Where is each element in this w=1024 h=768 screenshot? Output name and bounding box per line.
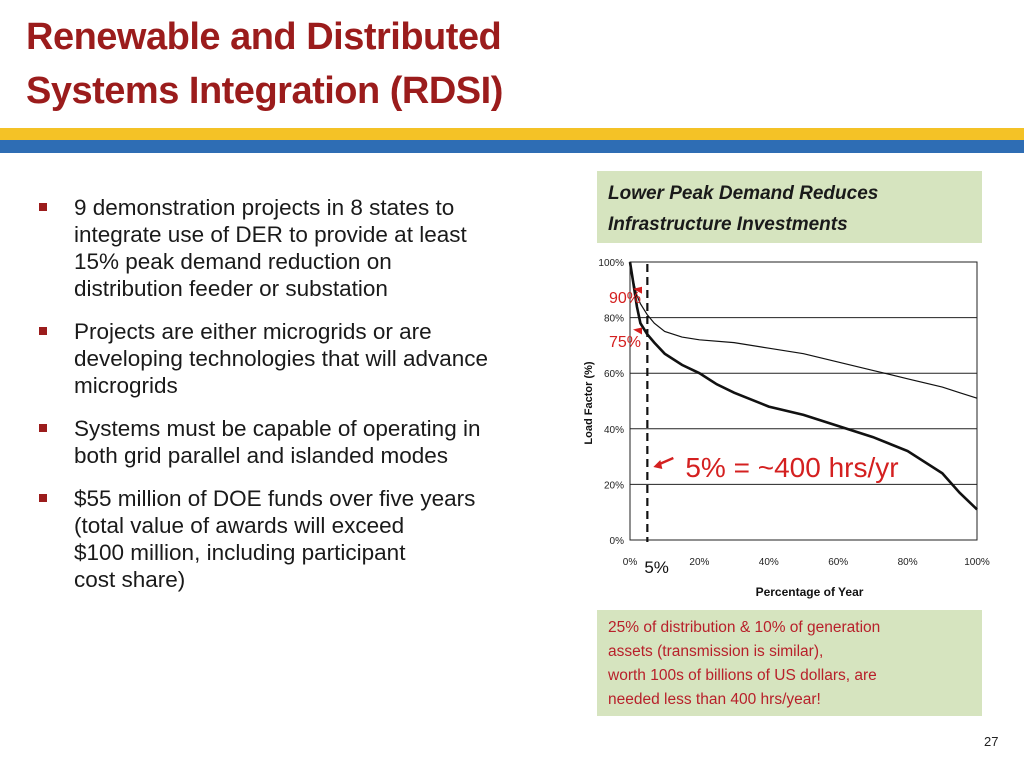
bullet-square-icon (39, 203, 47, 211)
callout-arrowhead-icon (653, 460, 662, 469)
x-axis-label: Percentage of Year (755, 585, 864, 599)
x-tick-label: 100% (964, 557, 990, 568)
load-duration-chart (580, 250, 1000, 610)
callout-top-line: Infrastructure Investments (608, 214, 848, 235)
bullet-list (36, 194, 576, 609)
callout-bottom-line: assets (transmission is similar), (608, 643, 824, 660)
callout-top (597, 171, 982, 243)
page-number: 27 (984, 734, 999, 749)
bullet-item (36, 485, 576, 593)
bullet-text: Projects are either microgrids or are developing technologies that will advance microgrids (74, 319, 489, 398)
callout-bottom-line: 25% of distribution & 10% of generation (608, 619, 881, 636)
y-tick-label: 60% (603, 369, 624, 381)
header-band-yellow (0, 128, 1024, 140)
title-line-1: Renewable and Distributed (26, 16, 502, 58)
series-line-upper (630, 262, 977, 398)
annotation-75-percent: 75% (609, 334, 642, 351)
y-tick-label: 0% (609, 536, 624, 547)
chart-grid (630, 262, 977, 540)
callout-bottom (597, 610, 982, 716)
callout-bottom-line: worth 100s of billions of US dollars, are (608, 667, 877, 684)
bullet-square-icon (39, 494, 47, 502)
bullet-item (36, 415, 576, 469)
marker-label-5-percent: 5% (644, 558, 669, 577)
y-axis-label: Load Factor (%) (583, 361, 595, 445)
y-tick-label: 100% (598, 258, 624, 269)
bullet-text: $55 million of DOE funds over five years (total value of awards will exceed $100 million, including participant cost share) (74, 486, 476, 592)
bullet-text: Systems must be capable of operating in both grid parallel and islanded modes (74, 416, 481, 468)
header-band-blue (0, 140, 1024, 153)
title-line-2: Systems Integration (RDSI) (26, 70, 503, 112)
bullet-square-icon (39, 424, 47, 432)
plot-frame (630, 262, 977, 540)
x-tick-label: 40% (758, 557, 779, 568)
callout-bottom-line: needed less than 400 hrs/year! (608, 691, 821, 708)
x-tick-label: 60% (828, 557, 849, 568)
annotation-90-percent: 90% (609, 290, 642, 307)
x-tick-label: 80% (897, 557, 918, 568)
bullet-item (36, 194, 576, 302)
bullet-text: 9 demonstration projects in 8 states to integrate use of DER to provide at least 15% peak demand reduction on distribution feeder or substation (74, 195, 467, 301)
y-tick-label: 40% (603, 424, 624, 436)
x-tick-label: 20% (689, 557, 710, 568)
callout-top-line: Lower Peak Demand Reduces (608, 183, 879, 204)
annotation-callout: 5% = ~400 hrs/yr (685, 452, 899, 483)
y-tick-label: 80% (603, 313, 624, 325)
x-tick-label: 0% (622, 557, 638, 568)
bullet-square-icon (39, 327, 47, 335)
bullet-item (36, 318, 576, 399)
slide-title (26, 10, 726, 118)
y-tick-label: 20% (603, 480, 624, 492)
